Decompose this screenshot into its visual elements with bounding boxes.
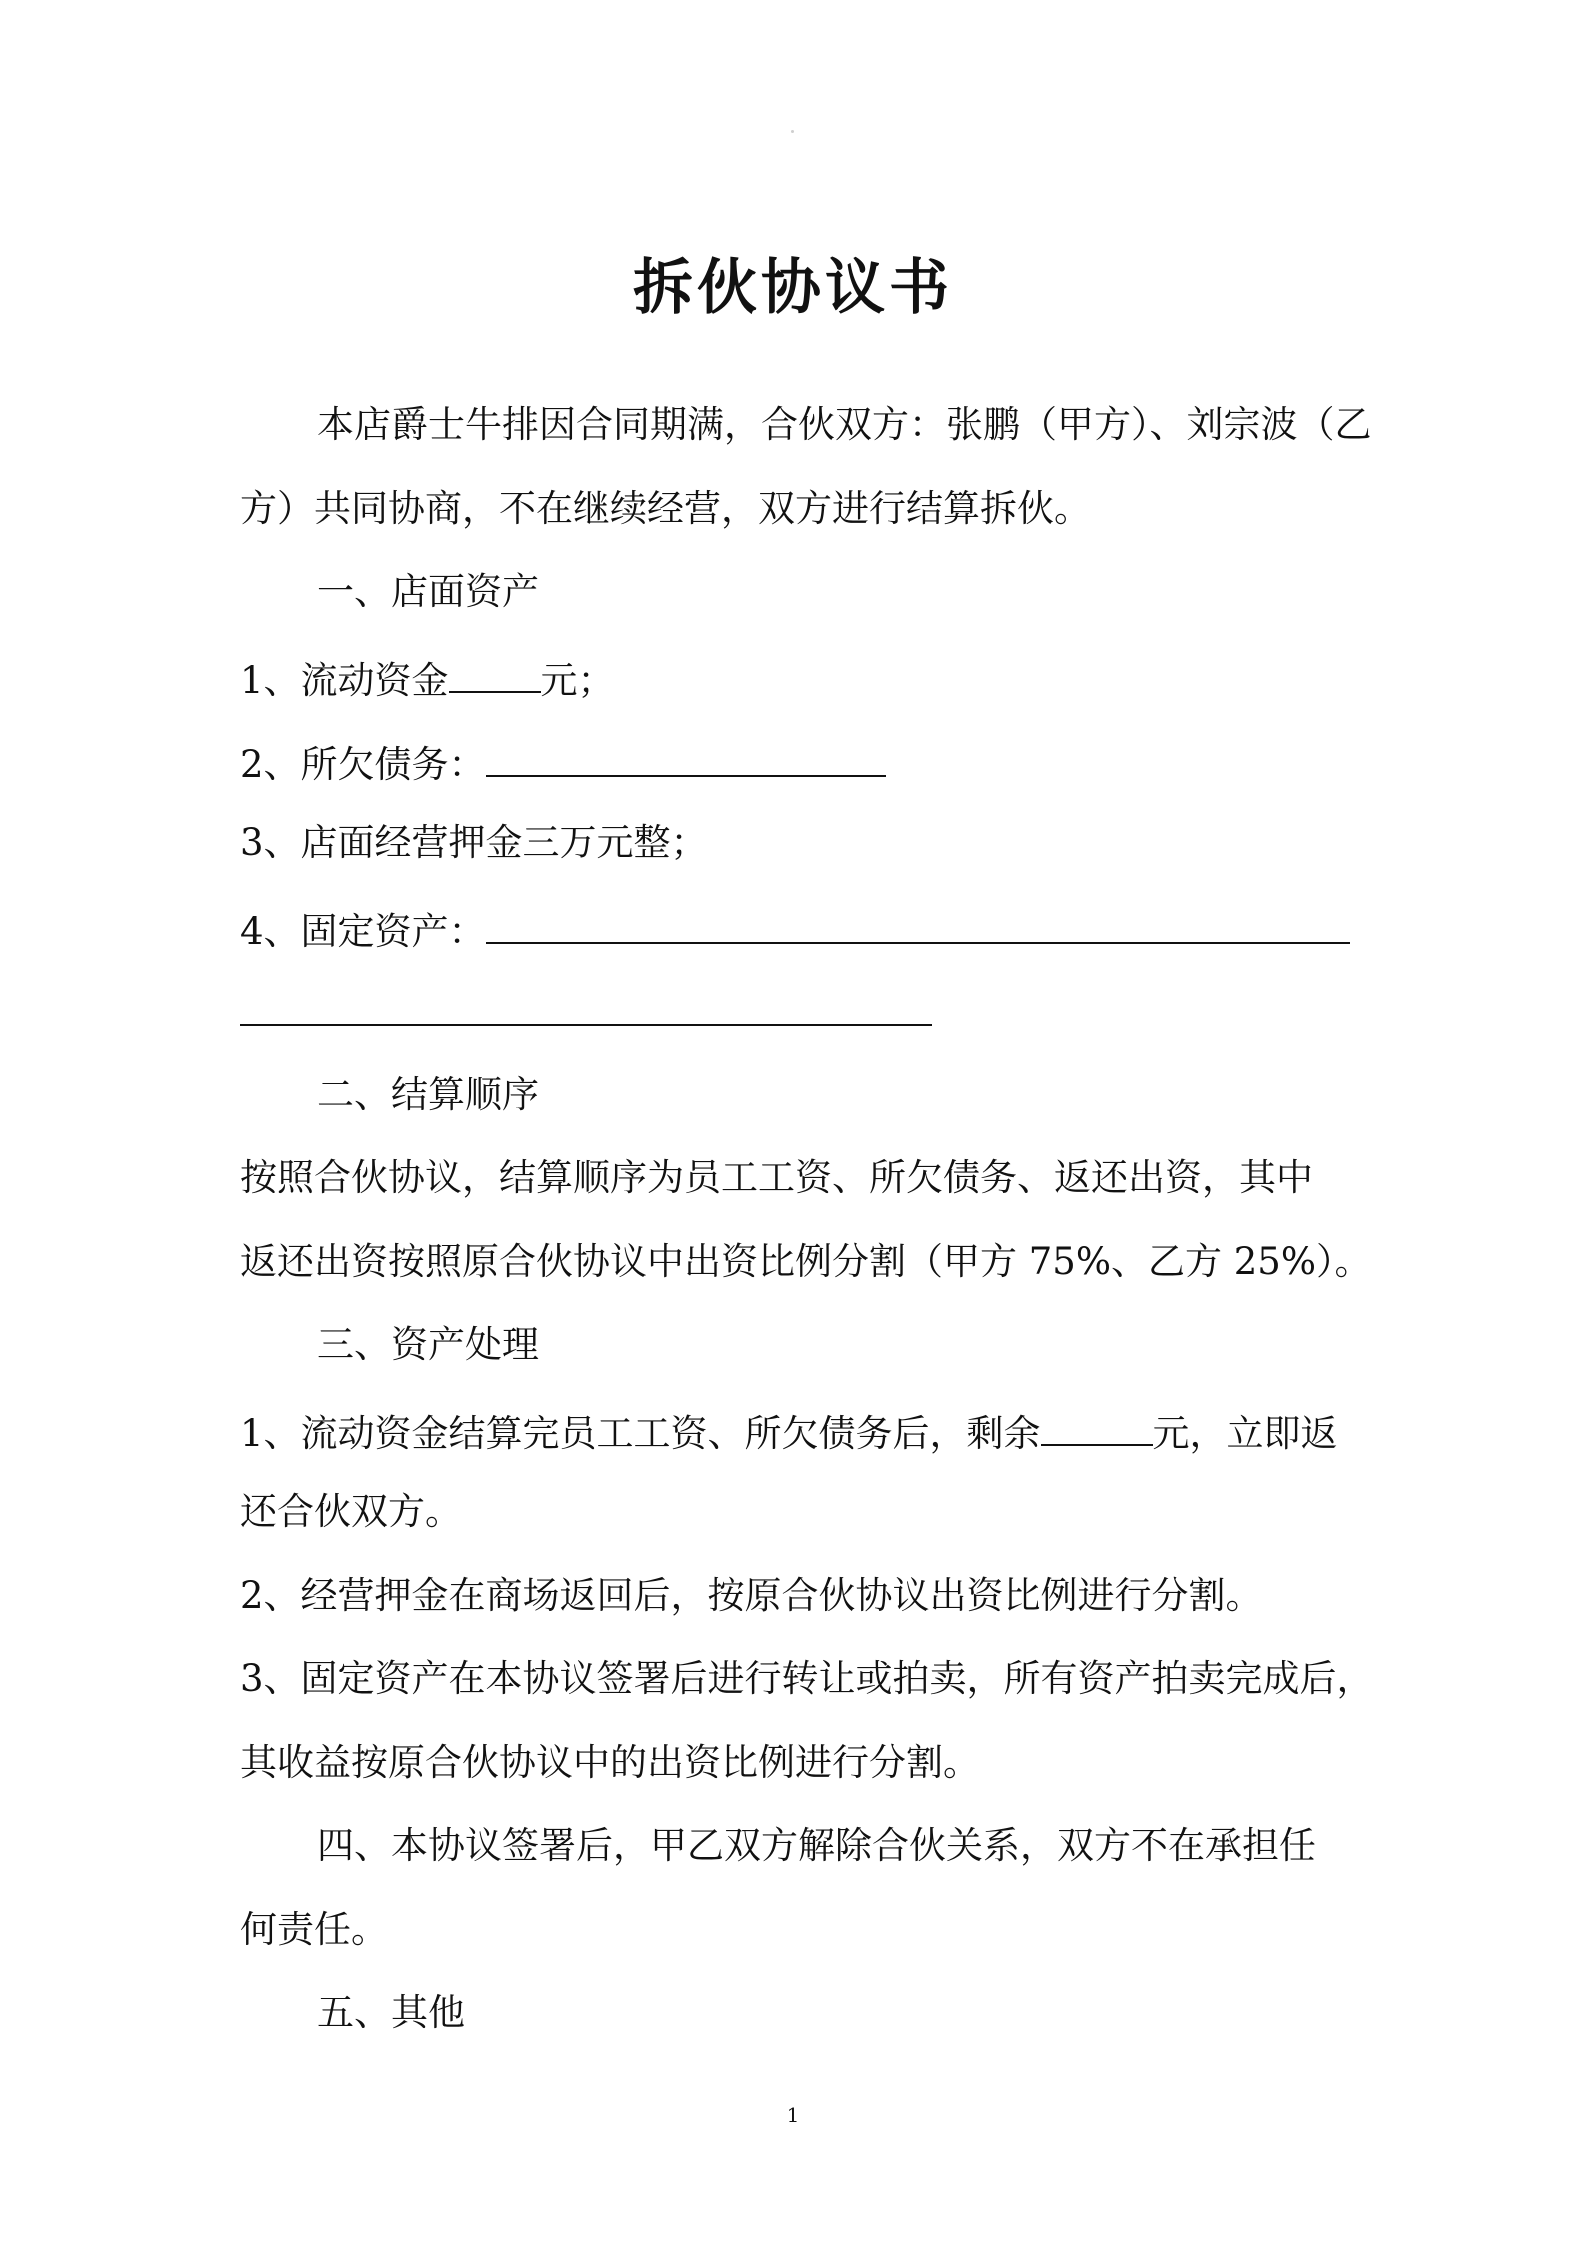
section-1-item-1 — [240, 651, 615, 706]
section-3-item-1-suffix: 元，立即返 — [1152, 1412, 1338, 1455]
section-1-item-4 — [240, 902, 1350, 957]
section-3-item-3-line-1: 3、固定资产在本协议签署后进行转让或拍卖，所有资产拍卖完成后， — [240, 1657, 1374, 1700]
section-4-line-2: 何责任。 — [240, 1908, 388, 1951]
section-2-line-1: 按照合伙协议，结算顺序为员工工资、所欠债务、返还出资，其中 — [240, 1156, 1313, 1199]
intro-line-2: 方）共同协商，不在继续经营，双方进行结算拆伙。 — [240, 487, 1091, 530]
item-1-suffix: 元； — [540, 659, 615, 702]
section-2-heading: 二、结算顺序 — [317, 1073, 539, 1116]
section-1-item-3: 3、店面经营押金三万元整； — [240, 821, 708, 864]
section-3-item-3-line-2: 其收益按原合伙协议中的出资比例进行分割。 — [240, 1741, 980, 1784]
section-3-heading: 三、资产处理 — [317, 1323, 539, 1366]
section-4-line-1: 四、本协议签署后，甲乙双方解除合伙关系，双方不在承担任 — [317, 1824, 1316, 1867]
page-number: 1 — [786, 2103, 800, 2127]
item-1-label: 1、流动资金 — [240, 659, 449, 702]
intro-line-1: 本店爵士牛排因合同期满，合伙双方：张鹏（甲方）、刘宗波（乙 — [317, 403, 1372, 446]
section-3-item-1 — [240, 1404, 1338, 1459]
section-1-item-2 — [240, 735, 886, 790]
section-3-item-2: 2、经营押金在商场返回后，按原合伙协议出资比例进行分割。 — [240, 1574, 1263, 1617]
section-1-heading: 一、店面资产 — [317, 570, 539, 613]
section-3-item-1-text: 1、流动资金结算完员工工资、所欠债务后，剩余 — [240, 1412, 1041, 1455]
debt-blank — [486, 735, 886, 777]
scan-speck — [791, 130, 794, 133]
fixed-assets-blank — [486, 902, 1350, 944]
section-2-line-2: 返还出资按照原合伙协议中出资比例分割（甲方 75%、乙方 25%）。 — [240, 1240, 1372, 1283]
remaining-amount-blank — [1041, 1404, 1153, 1446]
section-3-item-1-line-2: 还合伙双方。 — [240, 1490, 462, 1533]
fixed-assets-continuation-line — [240, 1024, 932, 1026]
item-4-label: 4、固定资产： — [240, 910, 486, 953]
item-2-label: 2、所欠债务： — [240, 743, 486, 786]
amount-blank — [449, 651, 541, 693]
document-title: 拆伙协议书 — [633, 253, 953, 323]
section-5-heading: 五、其他 — [317, 1991, 465, 2034]
